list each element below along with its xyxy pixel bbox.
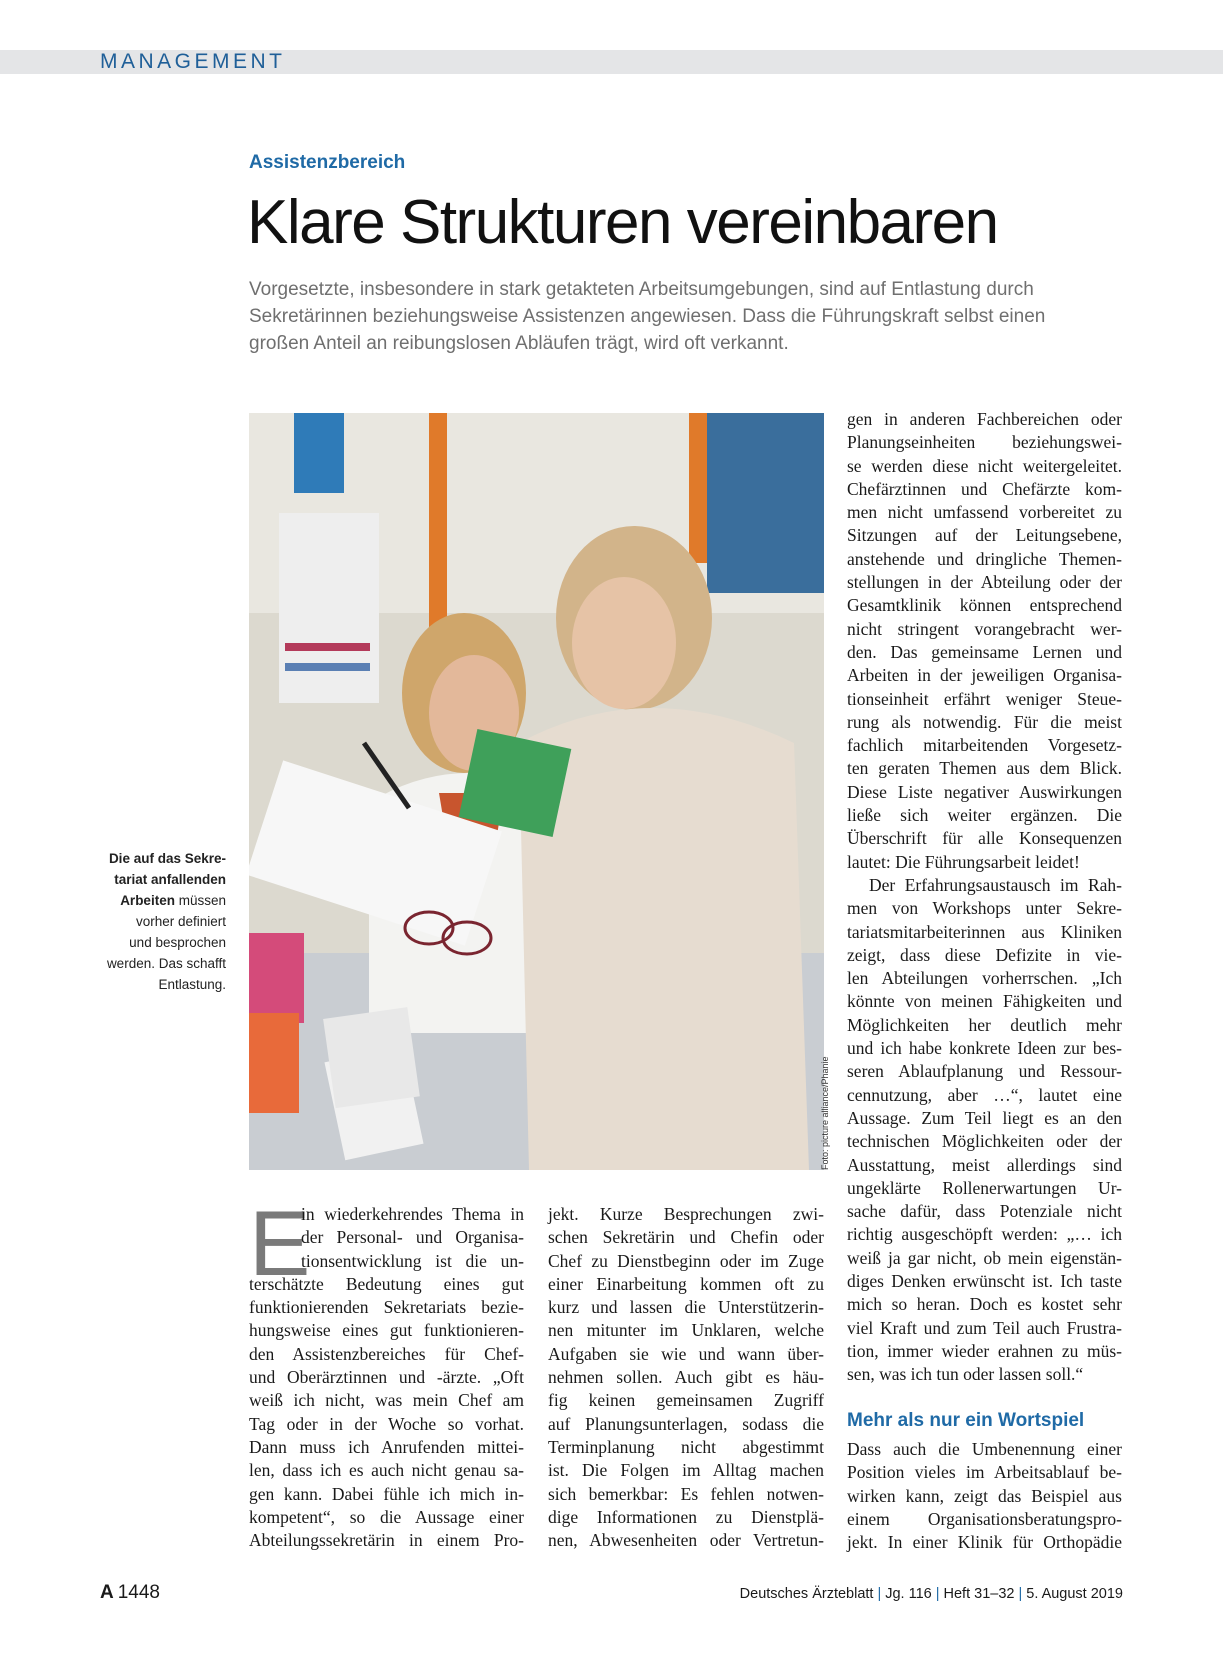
body-column-3 [847,408,1122,1386]
body-line: den. Das gemeinsame Lernen und [847,641,1122,662]
photo-caption [96,848,226,995]
body-column-3-continued [847,1438,1122,1554]
body-line: kompetent“, so die Aussage einer [249,1506,524,1527]
body-line: und ich habe konkrete Ideen zur bes- [847,1038,1122,1059]
body-line: Der Erfahrungsaustausch im Rah- [869,874,1122,895]
body-line: viel Kraft und zum Teil auch Frustra- [847,1317,1122,1338]
body-line: se werden diese nicht weitergeleitet. [847,455,1122,476]
footer-separator: | [935,1586,940,1602]
journal-name: Deutsches Ärzteblatt [739,1586,874,1602]
article-lead [249,276,1099,357]
body-line: Diese Liste negativer Auswirkungen [847,781,1122,802]
caption-text: Entlastung. [158,977,226,992]
body-line: diges Denken erwünscht ist. Ich taste [847,1270,1122,1291]
body-line: der Personal- und Organisa- [301,1227,524,1248]
body-line: funktionierenden Sekretariats bezie- [249,1297,524,1318]
body-line: gen kann. Dabei fühle ich mich in- [249,1483,524,1504]
body-line: sache dafür, dass Potenziale nicht [847,1201,1122,1222]
page-number [100,1582,160,1604]
body-line: Tag oder in der Woche so vorhat. [249,1413,524,1434]
body-line: terschätzte Bedeutung eines gut [249,1273,524,1294]
body-line: Planungseinheiten beziehungswei- [847,432,1122,453]
body-line: Dass auch die Umbenennung einer [847,1439,1122,1459]
body-line: Sitzungen auf der Leitungsebene, [847,525,1122,546]
body-line: lautet: Die Führungsarbeit leidet! [847,851,1080,872]
body-line: nehmen sollen. Auch gibt es häu- [548,1367,824,1388]
body-line: richtig ausgeschöpft werden: „… ich [847,1224,1122,1245]
body-line: und Oberärztinnen und -ärzte. „Oft [249,1367,524,1388]
body-line: Abteilungssekretärin in einem Pro- [249,1530,524,1551]
article-title: Klare Strukturen vereinbaren [247,188,998,257]
body-line: anstehende und dringliche Themen- [847,548,1122,569]
folio-letter: A [100,1582,114,1603]
journal-issue: Heft 31–32 [943,1586,1015,1602]
body-line: sich bemerkbar: Es fehlen notwen- [548,1483,824,1504]
journal-footer [740,1586,1123,1602]
caption-bold-line: Arbeiten [120,893,175,908]
body-line: schen Sekretärin und Chefin oder [548,1227,824,1248]
body-line: zeigt, dass diese Defizite in vie- [847,944,1122,965]
body-line: gen in anderen Fachbereichen oder [847,409,1122,429]
body-line: wirken kann, zeigt das Beispiel aus [847,1485,1122,1506]
body-line: Ausstattung, meist allerdings sind [847,1154,1122,1175]
body-line: stellungen in der Abteilung oder der [847,572,1122,593]
body-line: tionseinheit erfährt weniger Steue- [847,688,1122,709]
body-line: men nicht umfassend vorbereitet zu [847,502,1122,523]
body-line: nen mitunter im Unklaren, welche [548,1320,824,1341]
body-line: Terminplanung nicht abgestimmt [548,1436,824,1457]
drop-cap: E [249,1193,311,1295]
footer-separator: | [1018,1586,1023,1602]
body-line: weiß ich nicht, was mein Chef am [249,1390,524,1411]
body-line: dige Informationen zu Dienstplä- [548,1506,824,1527]
journal-volume: Jg. 116 [885,1586,932,1602]
body-line: tionsentwicklung ist die un- [301,1250,524,1271]
body-line: ist. Die Folgen im Alltag machen [548,1460,824,1481]
body-line: hungsweise eines gut funktionieren- [249,1320,524,1341]
body-line: einem Organisationsberatungspro- [847,1508,1122,1529]
body-line: tariatsmitarbeiterinnen aus Kliniken [847,921,1122,942]
body-line: ten geraten Themen aus dem Blick. [847,758,1122,779]
body-line: nen, Abwesenheiten oder Vertretun- [548,1530,824,1551]
journal-date: 5. August 2019 [1026,1586,1123,1602]
body-line: jekt. In einer Klinik für Orthopädie [847,1532,1122,1553]
photo-credit: Foto: picture alliance/Phanie [820,1056,830,1170]
caption-text: und besprochen [129,935,226,950]
caption-text: werden. Das schafft [106,956,226,971]
body-line: Aufgaben sie wie und wann über- [548,1343,824,1364]
lead-line: Vorgesetzte, insbesondere in stark getakteten Arbeitsumgebungen, sind auf Entlastung durch [249,279,1034,300]
lead-line: Sekretärinnen beziehungsweise Assistenzen angewiesen. Dass die Führungskraft selbst einen [249,306,1046,327]
body-column-1 [249,1193,524,1552]
body-line: men von Workshops unter Sekre- [847,898,1122,919]
body-line: Chef zu Dienstbeginn oder im Zuge [548,1250,824,1271]
body-line: sen, was ich tun oder lassen soll.“ [847,1364,1084,1385]
section-subheading: Mehr als nur ein Wortspiel [847,1410,1085,1431]
body-line: rung als notwendig. Für die meist [847,711,1122,732]
body-line: seren Ablaufplanung und Ressour- [847,1061,1122,1082]
lead-line: großen Anteil an reibungslosen Abläufen trägt, wird oft verkannt. [249,333,789,354]
body-line: Dann muss ich Anrufenden mittei- [249,1436,524,1457]
footer-separator: | [877,1586,882,1602]
body-line: Überschrift für alle Konsequenzen [847,828,1122,849]
body-line: Chefärztinnen und Chefärzte kom- [847,478,1122,499]
body-column-2 [548,1203,824,1552]
article-photo [249,413,824,1170]
caption-bold-line: tariat anfallenden [114,872,226,887]
article-kicker: Assistenzbereich [249,152,406,173]
body-line: len, dass ich es auch nicht genau sa- [249,1460,524,1481]
section-label: MANAGEMENT [100,50,286,73]
body-line: in wiederkehrendes Thema in [301,1204,524,1224]
body-line: einer Einarbeitung kommen oft zu [548,1273,824,1294]
body-line: weiß ja gar nicht, ob mein eigenstän- [847,1247,1122,1268]
body-line: Gesamtklinik können entsprechend [847,595,1122,616]
body-line: fachlich mitarbeitenden Vorgesetz- [847,735,1122,756]
folio-number: 1448 [117,1582,161,1603]
body-line: könnte von meinen Fähigkeiten und [847,991,1122,1012]
photo-illustration [249,413,824,1170]
body-line: den Assistenzbereiches für Chef- [249,1343,524,1364]
body-line: len Abteilungen vorherrschen. „Ich [847,968,1122,989]
body-line: ließe sich weiter ergänzen. Die [847,805,1122,826]
body-line: kurz und lassen die Unterstützerin- [548,1297,824,1318]
body-line: Aussage. Zum Teil liegt es an den [847,1107,1122,1128]
body-line: ungeklärte Rollenerwartungen Ur- [847,1177,1122,1198]
body-line: technischen Möglichkeiten oder der [847,1131,1122,1152]
body-line: Möglichkeiten her deutlich mehr [847,1014,1122,1035]
body-line: auf Planungsunterlagen, sodass die [548,1413,824,1434]
body-line: tion, immer wieder erahnen zu müs- [847,1340,1122,1361]
body-line: Position vieles im Arbeitsablauf be- [847,1462,1122,1483]
body-line: nicht stringent vorangebracht wer- [847,618,1122,639]
body-line: jekt. Kurze Besprechungen zwi- [548,1204,824,1224]
body-line: cennutzung, aber …“, lautet eine [847,1084,1122,1105]
body-line: Arbeiten in der jeweiligen Organisa- [847,665,1122,686]
body-line: mich so heran. Doch es kostet sehr [847,1294,1122,1315]
caption-bold-line: Die auf das Sekre- [108,851,226,866]
caption-text: müssen [178,893,226,908]
body-line: fig keinen gemeinsamen Zugriff [548,1390,824,1411]
caption-text: vorher definiert [135,914,226,929]
